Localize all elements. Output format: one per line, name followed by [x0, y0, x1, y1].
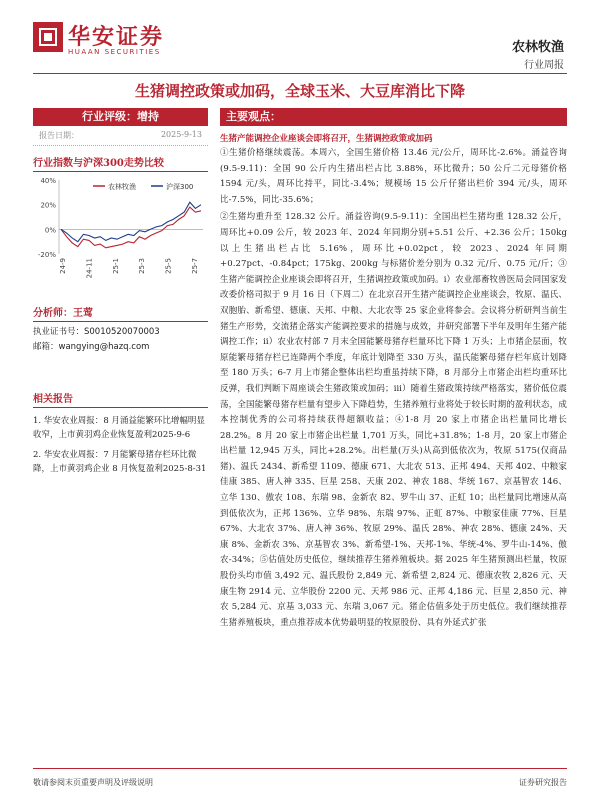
chart-series-line — [61, 207, 201, 248]
main-sub-heading: 生猪产能调控企业座谈会即将召开，生猪调控政策或加码 — [220, 134, 433, 144]
footer-disclaimer: 敬请参阅末页重要声明及评级说明 — [33, 778, 153, 787]
huaan-logo-icon — [33, 22, 63, 52]
footer-report-type: 证券研究报告 — [519, 778, 567, 787]
chart-x-tick-label: 25-3 — [138, 258, 147, 274]
chart-x-tick-label: 24-11 — [85, 258, 94, 279]
report-date-row — [33, 130, 208, 146]
chart-x-tick-label: 25-1 — [111, 258, 120, 274]
main-points-heading: 主要观点： — [220, 108, 567, 126]
chart-y-tick-label: 20% — [40, 201, 56, 210]
report-header — [0, 0, 600, 75]
chart-series-line — [61, 202, 201, 242]
chart-y-tick-label: 0% — [44, 226, 56, 235]
chart-y-tick-label: -20% — [37, 251, 56, 259]
chart-legend-label: 农林牧渔 — [108, 183, 136, 191]
analyst-title: 分析师：王莺 — [33, 304, 208, 322]
chart-section-title: 行业指数与沪深300走势比较 — [33, 154, 208, 172]
header-divider — [33, 73, 567, 74]
main-body-paragraph: ②生猪均重升至 128.32 公斤。涌益咨询(9.5-9.11)：全国出栏生猪均重 128.32 公斤，周环比+0.09 公斤，较 2023 年、2024 年同期分别+5.51 公斤、+2.36 公斤；150kg 以上生猪出栏占比 5.16%，周环比+0.02pct，较 2023、2024 年同期+0.27pct、-0.84pct；175kg、200kg 与标猪价差分别为 0.32 元/斤、0.75 元/斤；③生猪产能调控企业座谈会即将召开，生猪调控政策或加码。ⅰ）农业部畜牧兽医局会同国家发改委价格司拟于 9 月 16 日（下周二）在北京召开生猪产能调控企业座谈会，牧原、温氏、双胞胎、新希望、德康、天邦、中粮、大北农等 25 家企业将参会。会议将分析研判当前生猪生产形势，交流猪企落实产能调控要求的措施与成效，并研究部署下半年及明年生猪产能调控工作；ⅱ）农业农村部 7 月末全国能繁母猪存栏量环比下降 1 万头；上市猪企层面，牧原能繁母猪存栏已连降两个季度，年底计划降至 330 万头，温氏能繁母猪存栏年底计划降至 180 万头；6-7 月上市猪企整体出栏均重虽持续下降，8 月部分上市猪企出栏均重环比反弹，我们判断下周座谈会生猪政策或加码；ⅲ）随着生猪政策持续严格落实，猪价低位震荡，全国能繁母猪存栏量有望步入下降趋势，生猪养殖行业将处于较长时期的盈利状态，成本控制优秀的公司将持续获得超额收益；④1-8 月 20 家上市猪企出栏量同比增长 28.2%。8 月 20 家上市猪企出栏量 1,701 万头，同比+31.8%；1-8 月，20 家上市猪企出栏量 12,945 万头，同比+28.2%。出栏量(万头)从高到低依次为，牧原 5175(仅商品猪)、温氏 2434、新希望 1109、德康 671、大北农 513、正邦 494、天邦 402、中粮家佳康 385、唐人神 335、巨星 258、天康 202、神农 188、华统 167、京基智农 146、立华 130、傲农 108、东瑞 98、金新农 82、罗牛山 37、正虹 10；出栏量同比增速从高到低依次为，正邦 136%、立华 98%、东瑞 97%、正虹 87%、中粮家佳康 77%、巨星 67%、大北农 37%、唐人神 36%、牧原 29%、温氏 28%、神农 28%、德康 24%、天康 8%、金新农 3%、京基智农 3%、新希望-1%、天邦-1%、华统-4%、罗牛山-14%、傲农-34%；⑤估值处历史低位，继续推荐生猪养殖板块。据 2025 年生猪预测出栏量，牧原股份头均市值 3,492 元、温氏股份 2,849 元、新希望 2,824 元、德康农牧 2,826 元、天康生物 2914 元、立华股份 2200 元、天邦 986 元、正邦 4,186 元、巨星 2,850 元、神农 5,284 元、京基 3,033 元、东瑞 3,067 元。猪企估值多处于历史低位。我们继续推荐生猪养殖板块，重点推荐成本优势最明显的牧原股份、具有外延式扩张 — [220, 212, 567, 628]
chart-y-tick-label: 40% — [40, 177, 56, 185]
related-reports-title: 相关报告 — [33, 390, 208, 408]
industry-rating: 行业评级：增持 — [33, 108, 208, 126]
report-title: 生猪调控政策或加码，全球玉米、大豆库消比下降 — [134, 82, 465, 100]
report-date-value: 2025-9-13 — [160, 130, 202, 139]
chart-x-tick-label: 25-7 — [191, 258, 199, 274]
report-footer — [33, 768, 567, 787]
chart-legend-label: 沪深300 — [166, 183, 194, 191]
chart-x-tick-label: 25-5 — [164, 258, 173, 274]
report-type-label: 行业周报 — [524, 60, 564, 71]
chart-x-tick-label: 24-9 — [59, 258, 67, 274]
logo-en-text: HUAAN SECURITIES — [68, 48, 161, 56]
logo-cn-text: 华安证券 — [68, 24, 165, 50]
index-comparison-chart — [33, 174, 208, 282]
related-report-item[interactable]: 2. 华安农业周报：7 月能繁母猪存栏环比微降，上市黄羽鸡企业 8 月恢复盈利2025-8-31 — [33, 450, 207, 474]
analyst-cert: 执业证书号：S0010520070003 — [33, 327, 160, 337]
analyst-email[interactable]: 邮箱：wangying@hazq.com — [33, 342, 150, 352]
chart-svg — [33, 174, 208, 282]
related-report-item[interactable]: 1. 华安农业周报：8 月涌益能繁环比增幅明显收窄，上市黄羽鸡企业恢复盈利2025-9-6 — [33, 416, 205, 440]
main-content — [220, 108, 567, 631]
industry-label: 农林牧渔 — [511, 40, 564, 55]
main-body-paragraph: ①生猪价格继续震荡。本周六，全国生猪价格 13.46 元/公斤，周环比-2.6%。涌益咨询(9.5-9.11)：全国 90 公斤内生猪出栏占比 3.88%，环比微升；50 公斤二元母猪价格 1594 元/头，周环比持平，同比-3.4%；规模场 15 公斤仔猪出栏价 394 元/头，周环比-7.5%，同比-35.6%； — [220, 148, 567, 205]
report-date-label: 报告日期： — [39, 131, 79, 140]
left-sidebar — [33, 108, 208, 476]
